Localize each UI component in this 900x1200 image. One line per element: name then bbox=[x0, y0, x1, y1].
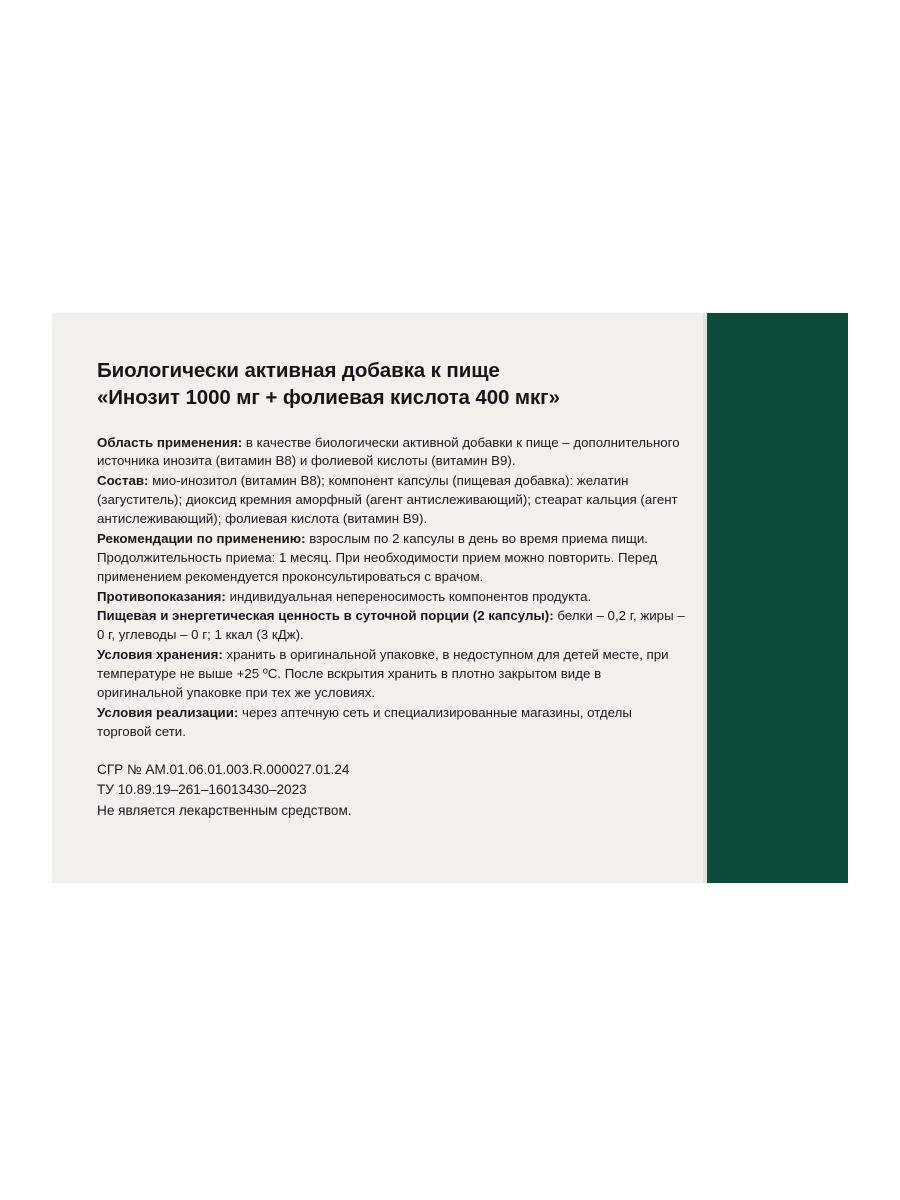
section-label: Условия хранения: bbox=[97, 647, 223, 663]
section-dosage bbox=[97, 530, 687, 587]
section-text: взрослым по 2 капсулы в день во время приема пищи. Продолжительность приема: 1 месяц. При необходимости прием можно повторить. Перед применением рекомендуется проконсультироваться с врачом. bbox=[97, 530, 658, 584]
panel-edge-highlight bbox=[703, 313, 707, 883]
product-package-photo bbox=[52, 313, 848, 883]
section-application bbox=[97, 434, 687, 472]
section-distribution bbox=[97, 704, 687, 742]
section-label: Противопоказания: bbox=[97, 588, 226, 604]
section-label: Состав: bbox=[97, 473, 149, 489]
green-side-panel bbox=[707, 313, 848, 883]
section-label: Условия реализации: bbox=[97, 704, 239, 720]
page-title bbox=[97, 357, 687, 412]
section-text: в качестве биологически активной добавки к пище – дополнительного источника инозита (витамин B8) и фолиевой кислоты (витамин B9). bbox=[97, 434, 680, 469]
section-nutrition bbox=[97, 607, 687, 645]
section-contraindications bbox=[97, 588, 687, 607]
section-label: Область применения: bbox=[97, 434, 243, 450]
section-text: через аптечную сеть и специализированные магазины, отделы торговой сети. bbox=[97, 704, 632, 739]
section-label: Рекомендации по применению: bbox=[97, 530, 306, 546]
label-sections bbox=[97, 434, 687, 742]
code-tu: ТУ 10.89.19–261–16013430–2023 bbox=[97, 782, 307, 798]
section-text: хранить в оригинальной упаковке, в недоступном для детей месте, при температуре не выше +25 ºС. После вскрытия хранить в плотно закрытом виде в оригинальной упаковке при тех же условиях. bbox=[97, 647, 669, 700]
section-storage bbox=[97, 646, 687, 703]
section-text: индивидуальная непереносимость компонентов продукта. bbox=[225, 588, 592, 604]
disclaimer-not-a-medicine: Не является лекарственным средством. bbox=[97, 803, 352, 819]
code-sgr: СГР № AM.01.06.01.003.R.000027.01.24 bbox=[97, 761, 350, 777]
section-text: белки – 0,2 г, жиры – 0 г, углеводы – 0 г; 1 ккал (3 кДж). bbox=[97, 608, 685, 643]
section-text: мио-инозитол (витамин B8); компонент капсулы (пищевая добавка): желатин (загуститель); диоксид кремния аморфный (агент антислеживающий); стеарат кальция (агент антислеживающий); фолиевая кислота (витамин B9). bbox=[97, 473, 678, 526]
label-text-content bbox=[97, 357, 687, 822]
title-line-2: «Инозит 1000 мг + фолиевая кислота 400 мкг» bbox=[97, 386, 560, 410]
registration-codes bbox=[97, 760, 687, 823]
section-composition bbox=[97, 472, 687, 529]
title-line-1: Биологически активная добавка к пище bbox=[97, 359, 500, 382]
section-label: Пищевая и энергетическая ценность в суточной порции (2 капсулы): bbox=[97, 608, 554, 624]
